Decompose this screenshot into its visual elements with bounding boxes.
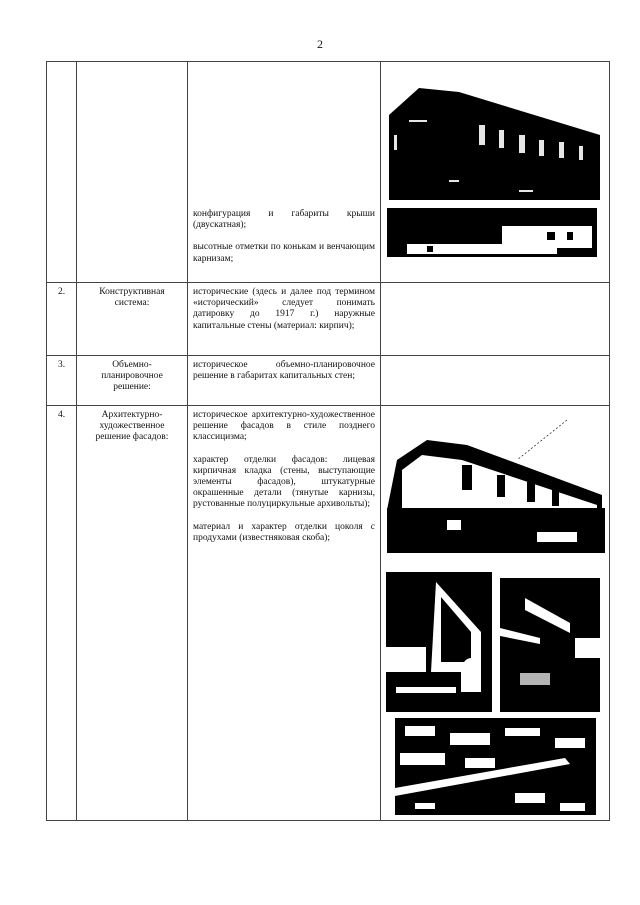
col-divider [380, 61, 381, 821]
row-description [193, 410, 375, 555]
paragraph: историческое объемно-планировочное решение в габаритах капитальных стен; [193, 360, 375, 382]
building-corner-right-photo [500, 568, 600, 712]
col-divider [76, 61, 77, 821]
building-facade-strip-photo [387, 208, 597, 257]
row-description [193, 287, 375, 343]
row-number: 2. [57, 287, 66, 297]
row-description [193, 209, 375, 276]
row-number: 3. [57, 360, 66, 370]
col-divider [187, 61, 188, 821]
paragraph: высотные отметки по конькам и венчающим карнизам; [193, 242, 375, 264]
table-border-right [609, 61, 610, 821]
table-border-left [46, 61, 47, 821]
building-roof-photo [389, 80, 600, 200]
building-facade-photo [387, 420, 605, 553]
paragraph: исторические (здесь и далее под термином «исторический» следует понимать датировку до 1917 г.) наружные капитальные стены (материал: кирпич); [193, 287, 375, 331]
paragraph: историческое архитектурно-художественное решение фасадов в стиле позднего классицизма; [193, 410, 375, 443]
plinth-detail-photo [395, 718, 596, 815]
row-label: Архитектурно-художественное решение фасадов: [95, 410, 169, 443]
row-divider [46, 355, 610, 356]
page-number: 2 [317, 37, 323, 51]
row-description [193, 360, 375, 393]
row-label: Конструктивная система: [99, 287, 165, 309]
paragraph: материал и характер отделки цоколя с продухами (известняковая скоба); [193, 521, 375, 543]
paragraph: конфигурация и габариты крыши (двускатная); [193, 209, 375, 231]
row-label: Объемно-планировочное решение: [101, 360, 163, 393]
row-number: 4. [57, 410, 66, 420]
row-divider [46, 282, 610, 283]
paragraph: характер отделки фасадов: лицевая кирпичная кладка (стены, выступающие элементы фасадов), штукатурные окрашенные детали (тянутые карнизы, рустованные полуциркульные архивольты); [193, 454, 375, 510]
building-corner-left-photo [386, 572, 492, 712]
row-divider [46, 405, 610, 406]
table-border-bottom [46, 820, 610, 821]
table-border-top [46, 61, 610, 62]
